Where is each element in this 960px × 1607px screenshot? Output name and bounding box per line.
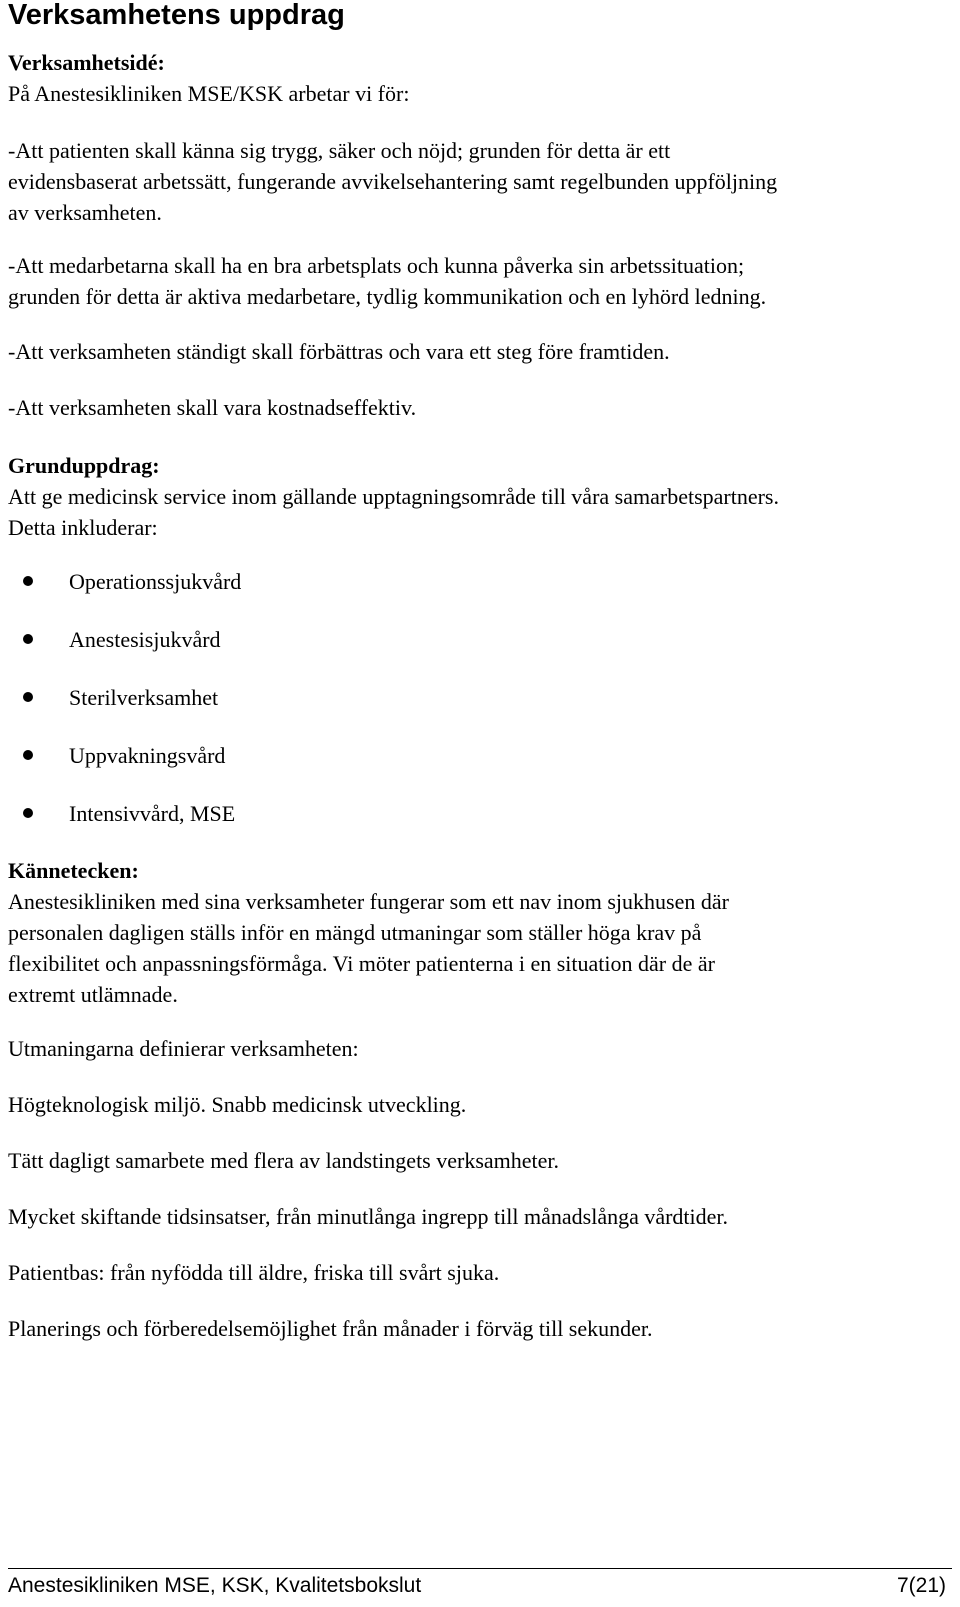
paragraph-line: -Att medarbetarna skall ha en bra arbetsplats och kunna påverka sin arbetssituation; (8, 253, 745, 278)
challenges-intro: Utmaningarna definierar verksamheten: (8, 1036, 359, 1061)
challenge-item: Högteknologisk miljö. Snabb medicinsk utveckling. (8, 1092, 467, 1117)
verksamhetside-paragraph-4: -Att verksamheten skall vara kostnadseffektiv. (8, 395, 417, 420)
list-item-label: Operationssjukvård (69, 569, 242, 594)
bullet-icon (23, 634, 33, 644)
grunduppdrag-text (8, 481, 779, 543)
footer-page-number: 7(21) (896, 1574, 946, 1597)
paragraph-line: personalen dagligen ställs inför en mängd utmaningar som ställer höga krav på (8, 920, 702, 945)
list-item-label: Intensivvård, MSE (69, 801, 236, 826)
paragraph-line: av verksamheten. (8, 200, 162, 225)
section-heading-grunduppdrag: Grunduppdrag: (8, 453, 160, 478)
footer-document-name: Anestesikliniken MSE, KSK, Kvalitetsbokslut (8, 1574, 422, 1597)
verksamhetside-paragraph-3: -Att verksamheten ständigt skall förbättras och vara ett steg före framtiden. (8, 339, 670, 364)
list-item-label: Uppvakningsvård (69, 743, 226, 768)
challenge-item: Mycket skiftande tidsinsatser, från minutlånga ingrepp till månadslånga vårdtider. (8, 1204, 729, 1229)
paragraph-line: -Att patienten skall känna sig trygg, säker och nöjd; grunden för detta är ett (8, 138, 671, 163)
bullet-icon (23, 750, 33, 760)
kannetecken-text (8, 886, 729, 1010)
paragraph-line: Detta inkluderar: (8, 515, 158, 540)
challenge-item: Tätt dagligt samarbete med flera av landstingets verksamheter. (8, 1148, 560, 1173)
footer-divider (8, 1568, 952, 1569)
verksamhetside-paragraph-2 (8, 250, 766, 312)
list-item-label: Anestesisjukvård (69, 627, 221, 652)
bullet-icon (23, 808, 33, 818)
paragraph-line: flexibilitet och anpassningsförmåga. Vi möter patienterna i en situation där de är (8, 951, 715, 976)
bullet-icon (23, 576, 33, 586)
page-title: Verksamhetens uppdrag (8, 0, 345, 31)
list-item-label: Sterilverksamhet (69, 685, 219, 710)
challenge-item: Planerings och förberedelsemöjlighet från månader i förväg till sekunder. (8, 1316, 653, 1341)
verksamhetside-intro: På Anestesikliniken MSE/KSK arbetar vi för: (8, 81, 410, 106)
paragraph-line: Anestesikliniken med sina verksamheter fungerar som ett nav inom sjukhusen där (8, 889, 729, 914)
bullet-icon (23, 692, 33, 702)
challenge-item: Patientbas: från nyfödda till äldre, friska till svårt sjuka. (8, 1260, 500, 1285)
paragraph-line: Att ge medicinsk service inom gällande upptagningsområde till våra samarbetspartners. (8, 484, 779, 509)
section-heading-verksamhetside: Verksamhetsidé: (8, 50, 165, 75)
paragraph-line: extremt utlämnade. (8, 982, 178, 1007)
document-page (8, 0, 952, 1607)
section-heading-kannetecken: Kännetecken: (8, 858, 139, 883)
verksamhetside-paragraph-1 (8, 135, 777, 228)
paragraph-line: evidensbaserat arbetssätt, fungerande avvikelsehantering samt regelbunden uppföljning (8, 169, 778, 194)
paragraph-line: grunden för detta är aktiva medarbetare, tydlig kommunikation och en lyhörd ledning. (8, 284, 767, 309)
